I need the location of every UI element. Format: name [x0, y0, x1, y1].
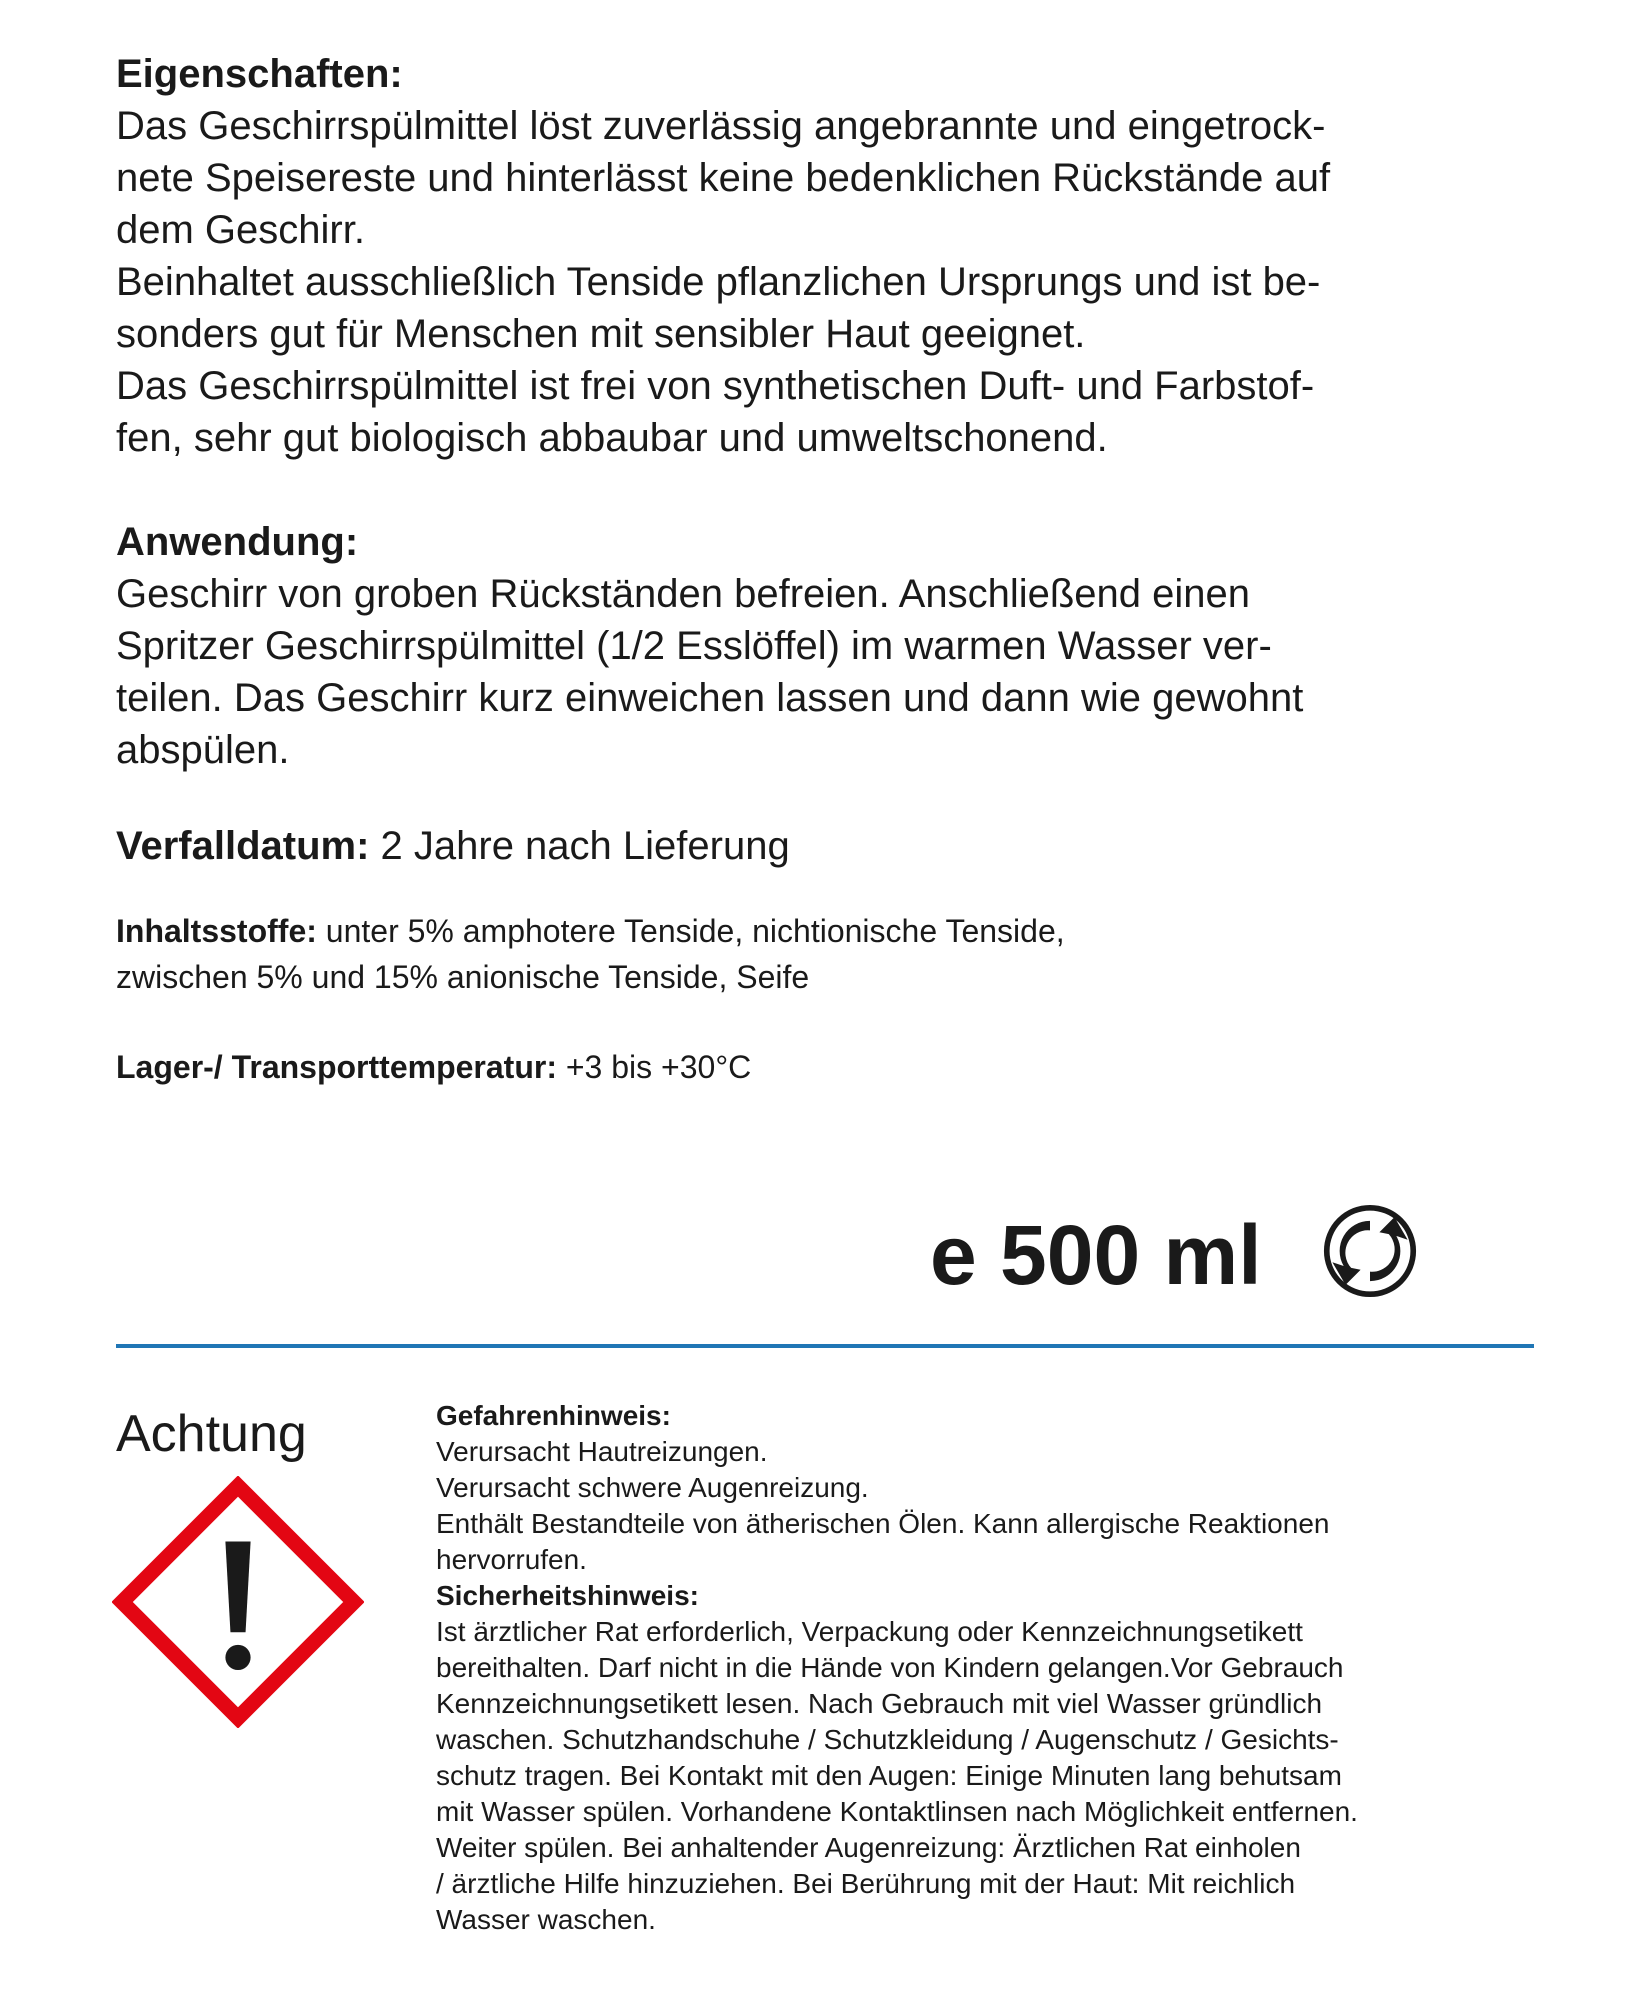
ingredients-line-2: zwischen 5% und 15% anionische Tenside, Seife: [116, 959, 810, 995]
hazard-statements: [436, 1398, 1456, 1938]
storage-info: [116, 1044, 1556, 1090]
usage-line: Spritzer Geschirrspülmittel (1/2 Esslöffel) im warmen Wasser ver-: [116, 624, 1272, 668]
volume-label: e 500 ml: [930, 1208, 1262, 1302]
storage-label: Lager-/ Transporttemperatur:: [116, 1049, 557, 1085]
hazard-line: Verursacht Hautreizungen.: [436, 1436, 768, 1467]
expiry-label: Verfalldatum:: [116, 824, 370, 868]
ingredients-info: [116, 908, 1556, 954]
hazard-line: hervorrufen.: [436, 1544, 587, 1575]
safety-line: Weiter spülen. Bei anhaltender Augenreizung: Ärztlichen Rat einholen: [436, 1832, 1301, 1863]
properties-line: Das Geschirrspülmittel löst zuverlässig angebrannte und eingetrock-: [116, 104, 1326, 148]
section-divider: [116, 1344, 1534, 1348]
signal-word: Achtung: [116, 1405, 307, 1463]
safety-line: waschen. Schutzhandschuhe / Schutzkleidung / Augenschutz / Gesichts-: [436, 1724, 1339, 1755]
hazard-heading: Gefahrenhinweis:: [436, 1400, 671, 1431]
storage-value: +3 bis +30°C: [556, 1049, 752, 1085]
properties-line: nete Speisereste und hinterlässt keine bedenklichen Rückstände auf: [116, 156, 1331, 200]
properties-line: dem Geschirr.: [116, 208, 365, 252]
safety-line: schutz tragen. Bei Kontakt mit den Augen: Einige Minuten lang behutsam: [436, 1760, 1342, 1791]
safety-line: / ärztliche Hilfe hinzuziehen. Bei Berührung mit der Haut: Mit reichlich: [436, 1868, 1296, 1899]
safety-line: bereithalten. Darf nicht in die Hände von Kindern gelangen.Vor Gebrauch: [436, 1652, 1344, 1683]
properties-line: Das Geschirrspülmittel ist frei von synthetischen Duft- und Farbstof-: [116, 364, 1315, 408]
usage-line: teilen. Das Geschirr kurz einweichen lassen und dann wie gewohnt: [116, 676, 1304, 720]
green-dot-recycle-icon: [1323, 1204, 1417, 1298]
ghs-exclamation-icon: [112, 1476, 364, 1728]
safety-heading: Sicherheitshinweis:: [436, 1580, 699, 1611]
hazard-line: Enthält Bestandteile von ätherischen Ölen. Kann allergische Reaktionen: [436, 1508, 1330, 1539]
expiry-info: [116, 820, 1556, 872]
properties-line: sonders gut für Menschen mit sensibler Haut geeignet.: [116, 312, 1086, 356]
product-description: [116, 48, 1556, 1090]
safety-line: Ist ärztlicher Rat erforderlich, Verpackung oder Kennzeichnungsetikett: [436, 1616, 1303, 1647]
safety-line: mit Wasser spülen. Vorhandene Kontaktlinsen nach Möglichkeit entfernen.: [436, 1796, 1358, 1827]
properties-line: fen, sehr gut biologisch abbaubar und umweltschonend.: [116, 416, 1108, 460]
expiry-value: 2 Jahre nach Lieferung: [369, 824, 790, 868]
ingredients-label: Inhaltsstoffe:: [116, 913, 317, 949]
usage-line: abspülen.: [116, 728, 290, 772]
hazard-line: Verursacht schwere Augenreizung.: [436, 1472, 869, 1503]
volume-row: [930, 1200, 1450, 1310]
properties-line: Beinhaltet ausschließlich Tenside pflanzlichen Ursprungs und ist be-: [116, 260, 1321, 304]
usage-line: Geschirr von groben Rückständen befreien. Anschließend einen: [116, 572, 1251, 616]
ingredients-line-1: unter 5% amphotere Tenside, nichtionische Tenside,: [316, 913, 1065, 949]
usage-heading: Anwendung:: [116, 520, 359, 564]
safety-line: Wasser waschen.: [436, 1904, 656, 1935]
safety-line: Kennzeichnungsetikett lesen. Nach Gebrauch mit viel Wasser gründlich: [436, 1688, 1323, 1719]
properties-heading: Eigenschaften:: [116, 52, 403, 96]
